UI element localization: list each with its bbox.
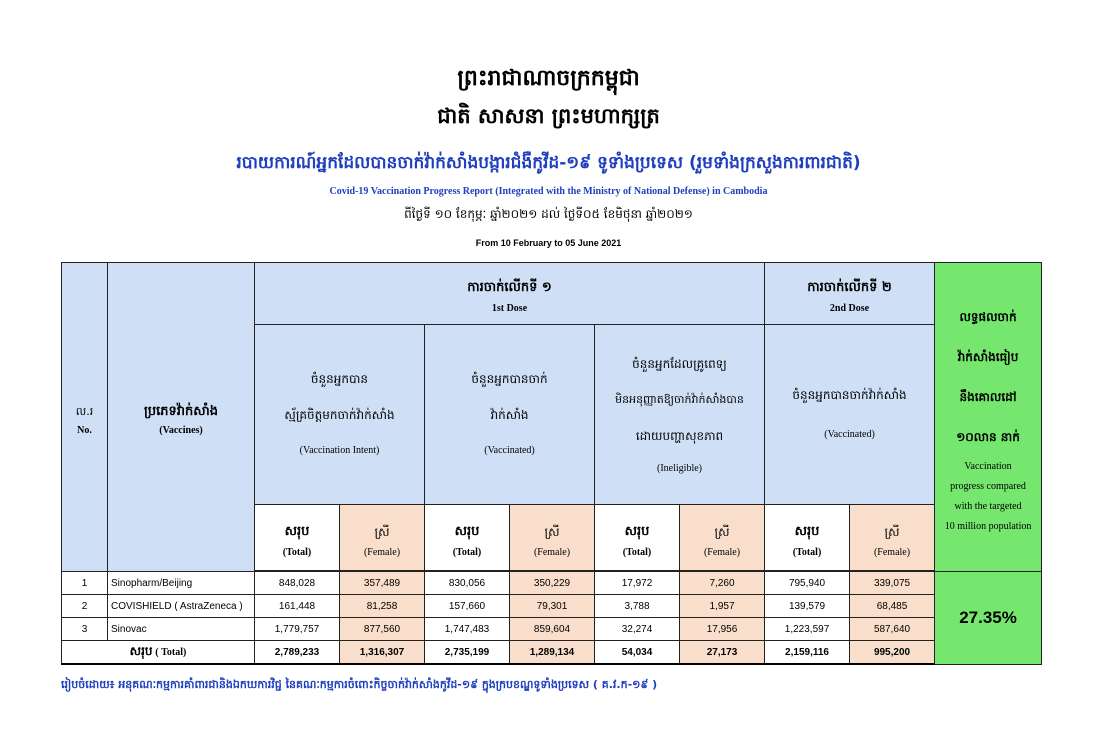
progress-header-en1: Vaccination — [964, 461, 1012, 472]
total-col-header — [595, 505, 680, 571]
total-col-header — [255, 505, 340, 571]
report-title-english: Covid-19 Vaccination Progress Report (Integrated with the Ministry of National Defense) in Cambodia — [329, 186, 768, 197]
table-row — [62, 572, 1042, 595]
cell-value: 1,957 — [680, 595, 765, 618]
total-col-header — [425, 505, 510, 571]
cell-value: 859,604 — [510, 618, 595, 641]
cell-value: 68,485 — [850, 595, 935, 618]
progress-header-kh1: លទ្ធផលចាក់ — [959, 310, 1017, 324]
female-col-header — [510, 505, 595, 571]
progress-header-en4: 10 million population — [944, 521, 1032, 532]
prepared-by-footer: រៀបចំដោយ៖ អនុគណៈកម្មការគាំពារជានិងឯកឃការវិជ្ជ នៃគណៈកម្មការចំពោះកិច្ចចាក់វ៉ាក់សាំងកូវីដ-១៩ ក្នុងក្របខណ្ឌទូទាំងប្រទេស ( គ.វ.ក-១៩ ) — [61, 678, 658, 691]
total-kh: សរុប — [794, 524, 820, 539]
total-row-label-en: ( Total) — [155, 647, 187, 658]
vaccine-name: Sinopharm/Beijing — [108, 572, 255, 595]
female-en: (Female) — [533, 547, 571, 558]
kingdom-title: ព្រះរាជាណាចក្រកម្ពុជា — [457, 66, 640, 91]
cell-value: 587,640 — [850, 618, 935, 641]
cell-value: 350,229 — [510, 572, 595, 595]
dose1-header — [255, 263, 765, 325]
cell-value: 1,223,597 — [765, 618, 850, 641]
vaccinated1-header-kh1: ចំនួនអ្នកបានចាក់ — [471, 371, 548, 386]
national-motto: ជាតិ សាសនា ព្រះមហាក្សត្រ — [437, 104, 660, 128]
female-en: (Female) — [873, 547, 911, 558]
vaccines-header-cell — [108, 263, 255, 572]
vaccinated2-header-kh: ចំនួនអ្នកបានចាក់វ៉ាក់សាំង — [792, 387, 907, 402]
female-en: (Female) — [363, 547, 401, 558]
total-en: (Total) — [282, 547, 312, 558]
intent-header — [255, 325, 425, 505]
cell-value: 3,788 — [595, 595, 680, 618]
vaccinated2-header — [765, 325, 935, 505]
total-kh: សរុប — [624, 524, 650, 539]
total-kh: សរុប — [284, 524, 310, 539]
vaccines-header-kh: ប្រភេទវ៉ាក់សាំង — [143, 403, 218, 419]
cell-value: 1,747,483 — [425, 618, 510, 641]
female-kh: ស្រី — [884, 525, 900, 539]
total-en: (Total) — [452, 547, 482, 558]
progress-percent: 27.35% — [959, 607, 1017, 627]
progress-header-en3: with the targeted — [954, 501, 1022, 512]
dose2-header — [765, 263, 935, 325]
ineligible-header-en: (Ineligible) — [657, 462, 702, 474]
progress-header-en2: progress compared — [950, 481, 1026, 492]
report-title-khmer: របាយការណ៍អ្នកដែលបានចាក់វ៉ាក់សាំងបង្ការជំងឺកូវីដ-១៩ ទូទាំងប្រទេស (រួមទាំងក្រសួងការពារជាតិ) — [236, 153, 861, 173]
vaccinated2-header-en: (Vaccinated) — [824, 428, 875, 440]
cell-value: 339,075 — [850, 572, 935, 595]
cell-value: 848,028 — [255, 572, 340, 595]
progress-header-cell — [935, 263, 1042, 572]
intent-header-kh2: ស្ម័គ្រចិត្តមកចាក់វ៉ាក់សាំង — [284, 407, 395, 422]
cell-value: 157,660 — [425, 595, 510, 618]
ineligible-header-kh3: ដោយបញ្ហាសុខភាព — [635, 428, 724, 443]
total-value: 1,289,134 — [510, 641, 595, 665]
female-kh: ស្រី — [374, 525, 390, 539]
row-no: 3 — [62, 618, 108, 641]
total-value: 2,159,116 — [765, 641, 850, 665]
intent-header-kh1: ចំនួនអ្នកបាន — [310, 371, 369, 386]
cell-value: 139,579 — [765, 595, 850, 618]
female-en: (Female) — [703, 547, 741, 558]
vaccination-table — [61, 262, 1042, 665]
dose1-header-kh: ការចាក់លើកទី ១ — [467, 280, 552, 295]
table-row — [62, 618, 1042, 641]
cell-value: 17,972 — [595, 572, 680, 595]
female-kh: ស្រី — [544, 525, 560, 539]
ineligible-header-kh2: មិនអនុញ្ញាតឱ្យចាក់វ៉ាក់សាំងបាន — [615, 392, 744, 406]
vaccines-header-en: (Vaccines) — [159, 424, 203, 436]
total-en: (Total) — [622, 547, 652, 558]
vaccine-name: Sinovac — [108, 618, 255, 641]
total-value: 54,034 — [595, 641, 680, 665]
vaccine-name: COVISHIELD ( AstraZeneca ) — [108, 595, 255, 618]
cell-value: 357,489 — [340, 572, 425, 595]
cell-value: 17,956 — [680, 618, 765, 641]
cell-value: 81,258 — [340, 595, 425, 618]
total-kh: សរុប — [454, 524, 480, 539]
cell-value: 32,274 — [595, 618, 680, 641]
cell-value: 877,560 — [340, 618, 425, 641]
vaccinated1-header — [425, 325, 595, 505]
row-no: 1 — [62, 572, 108, 595]
no-header-en: No. — [77, 424, 92, 436]
table-row — [62, 595, 1042, 618]
intent-header-en: (Vaccination Intent) — [299, 444, 380, 456]
no-header-kh: ល.រ — [75, 404, 94, 418]
total-value: 27,173 — [680, 641, 765, 665]
ineligible-header-kh1: ចំនួនអ្នកដែលគ្រូពេទ្យ — [632, 356, 727, 371]
female-col-header — [340, 505, 425, 571]
total-value: 2,789,233 — [255, 641, 340, 665]
total-row-label — [62, 641, 255, 665]
total-row — [62, 641, 1042, 665]
date-range-khmer: ពីថ្ងៃទី ១០ ខែកុម្ភៈ ឆ្នាំ២០២១ ដល់ ថ្ងៃទី០៥ ខែមិថុនា ឆ្នាំ២០២១ — [404, 207, 693, 221]
total-value: 1,316,307 — [340, 641, 425, 665]
progress-percent-cell — [935, 572, 1042, 665]
vaccinated1-header-kh2: វ៉ាក់សាំង — [490, 407, 529, 422]
ineligible-header — [595, 325, 765, 505]
progress-header-kh3: នឹងគោលដៅ — [959, 390, 1017, 404]
progress-header-kh2: វ៉ាក់សាំងធៀប — [957, 350, 1019, 364]
female-col-header — [680, 505, 765, 571]
female-kh: ស្រី — [714, 525, 730, 539]
cell-value: 7,260 — [680, 572, 765, 595]
female-col-header — [850, 505, 935, 571]
vaccinated1-header-en: (Vaccinated) — [484, 444, 535, 456]
date-range-english: From 10 February to 05 June 2021 — [475, 238, 622, 248]
dose1-header-en: 1st Dose — [491, 303, 528, 314]
cell-value: 1,779,757 — [255, 618, 340, 641]
cell-value: 830,056 — [425, 572, 510, 595]
no-header-cell — [62, 263, 108, 572]
dose2-header-en: 2nd Dose — [829, 303, 870, 314]
cell-value: 79,301 — [510, 595, 595, 618]
total-row-label-kh: សរុប — [129, 644, 153, 658]
total-en: (Total) — [792, 547, 822, 558]
total-col-header — [765, 505, 850, 571]
progress-header-kh4: ១០លាន នាក់ — [956, 430, 1020, 444]
total-value: 995,200 — [850, 641, 935, 665]
dose2-header-kh: ការចាក់លើកទី ២ — [807, 280, 892, 295]
total-value: 2,735,199 — [425, 641, 510, 665]
row-no: 2 — [62, 595, 108, 618]
cell-value: 161,448 — [255, 595, 340, 618]
cell-value: 795,940 — [765, 572, 850, 595]
